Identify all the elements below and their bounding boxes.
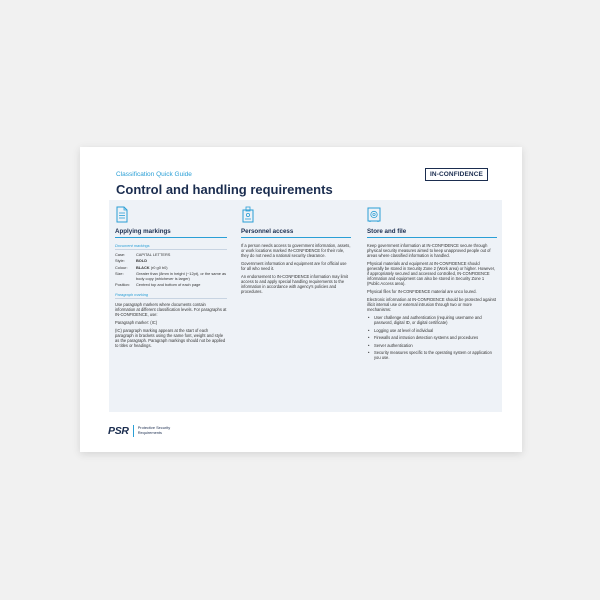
paragraph-marker-text: Paragraph marker: (IC) xyxy=(115,319,158,325)
row-key: Size: xyxy=(115,270,124,276)
logo-wordmark: PSR xyxy=(108,425,129,437)
logo-line-1: Protective Security xyxy=(137,425,171,431)
row-value: Greater than (8mm in height (~12pt), or the same as body copy (whichever is larger) xyxy=(136,270,227,281)
applying-markings-heading: Applying markings xyxy=(115,228,227,238)
personnel-access-heading: Personnel access xyxy=(241,228,351,238)
list-item: • User challenge and authentication (requiring username and password, digital ID, or digital certificate) xyxy=(367,315,497,325)
page-title: Control and handling requirements xyxy=(116,182,333,197)
personnel-access-column xyxy=(241,206,351,297)
personnel-paragraph: An endorsement to IN-CONFIDENCE information may limit access to and apply special handling requirements to the information in accordance with agency's policies and procedures. xyxy=(241,274,348,294)
colour-value-bold: BLACK xyxy=(136,264,150,270)
store-and-file-heading: Store and file xyxy=(367,228,497,238)
psr-logo xyxy=(108,425,170,437)
list-item: • Logging use at level of individual xyxy=(367,328,497,333)
row-value: CAPITAL LETTERS xyxy=(136,252,171,257)
logo-line-2: Requirements xyxy=(137,430,162,435)
store-and-file-column xyxy=(367,206,497,363)
id-badge-icon xyxy=(241,206,255,223)
store-paragraph: Physical files for IN-CONFIDENCE material are unco loured. xyxy=(367,289,477,294)
marking-row-style xyxy=(115,259,227,264)
store-paragraph: Physical materials and equipment at IN-CONFIDENCE should generally be stored in Security Zone 2 (Work area) or higher. However, if appropriately secured and accessed controlled, IN-CONFIDENCE information and equipment can also be stored in Security Zone 1 (Public Access area). xyxy=(367,261,496,286)
classification-badge: IN-CONFIDENCE xyxy=(425,168,488,181)
store-paragraph: Keep government information at IN-CONFIDENCE secure through physical security measures aimed to keep unapproved people out of areas where classified information is handled. xyxy=(367,243,491,258)
row-value: BOLD xyxy=(136,258,148,264)
row-key: Style: xyxy=(115,258,125,264)
marking-row-position xyxy=(115,283,227,288)
list-item: • Firewalls and intrusion detection systems and procedures xyxy=(367,335,497,340)
store-paragraph: Electronic information at IN-CONFIDENCE should be protected against illicit internal use or external intrusion through two or more mechanisms: xyxy=(367,297,497,312)
colour-value-rest: (r0 g0 b0) xyxy=(149,264,168,270)
logo-caption xyxy=(138,426,170,435)
security-mechanisms-list xyxy=(367,315,497,360)
list-item: • Security measures specific to the operating system or application you use. xyxy=(367,350,497,360)
row-key: Colour: xyxy=(115,264,128,270)
paragraph-text: Use paragraph markers where documents contain information at different classification levels. For paragraphs at IN-CONFIDENCE, use: xyxy=(115,301,227,317)
marking-row-size xyxy=(115,272,227,282)
paragraph-text: (IC) paragraph marking appears at the start of each paragraph in brackets using the same font, weight and style as the paragraph. Paragraph markings should not be applied to titles or headings. xyxy=(115,327,226,348)
applying-markings-column xyxy=(115,206,227,351)
content-panel xyxy=(109,200,502,412)
list-item: • Server authentication xyxy=(367,343,497,348)
personnel-paragraph: Government information and equipment are for official use for all who need it. xyxy=(241,261,347,271)
row-key: Position: xyxy=(115,281,130,287)
page-subtitle: Classification Quick Guide xyxy=(116,171,192,178)
row-value: Centred top and bottom of each page xyxy=(136,281,201,287)
logo-divider xyxy=(133,425,134,437)
marking-row-case xyxy=(115,253,227,258)
document-icon xyxy=(115,206,129,223)
document-markings-label: Document markings xyxy=(115,243,227,250)
row-key: Case: xyxy=(115,252,126,257)
marking-row-colour xyxy=(115,266,227,271)
row-value xyxy=(136,266,227,271)
paragraph-marking-label: Paragraph marking xyxy=(115,292,227,299)
guide-card xyxy=(80,147,522,452)
safe-icon xyxy=(367,206,381,223)
personnel-paragraph: If a person needs access to government information, assets, or work locations marked IN-CONFIDENCE for their role, they do not need a national security clearance. xyxy=(241,243,351,258)
